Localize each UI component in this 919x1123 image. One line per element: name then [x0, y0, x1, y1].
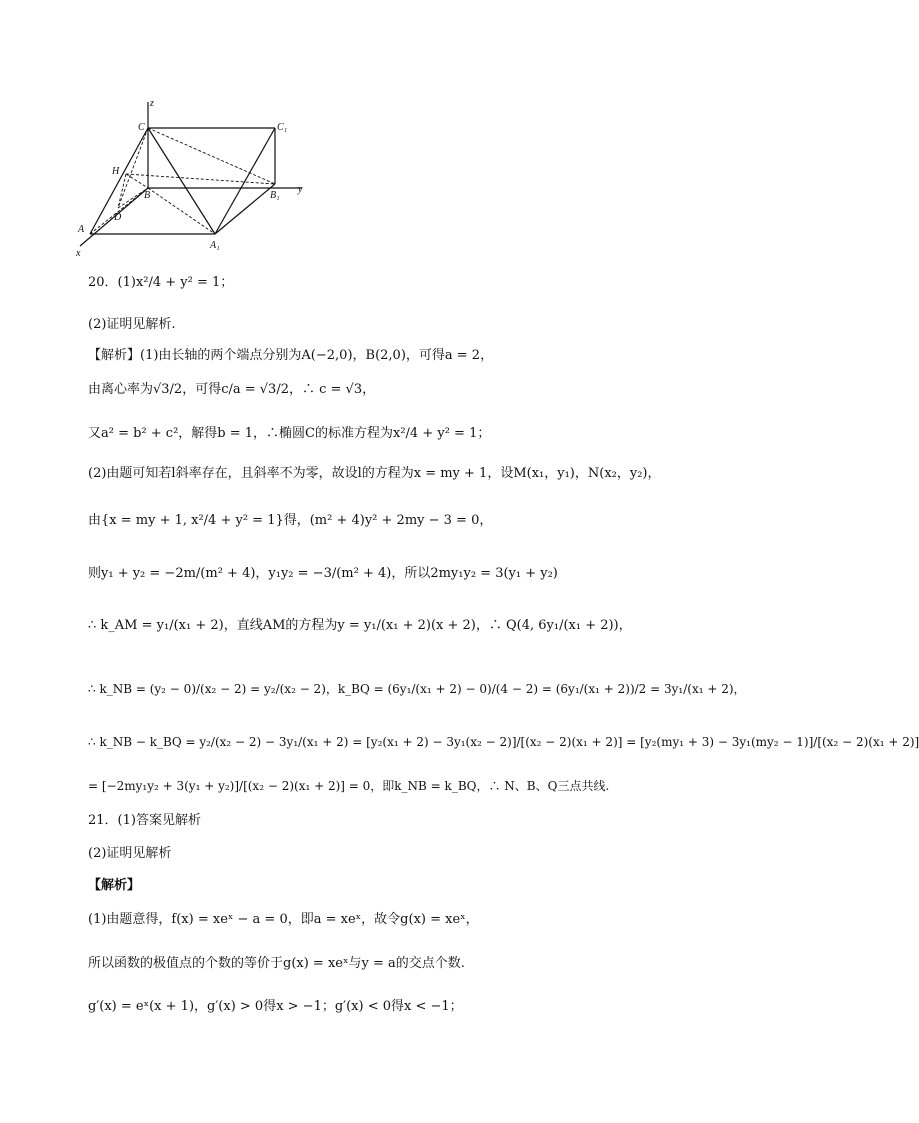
label-C1: C₁: [277, 122, 288, 133]
label-A1: A₁: [210, 240, 220, 251]
q20-analysis-line5: 由{x = my + 1, x²/4 + y² = 1}得，(m² + 4)y² + 2my − 3 = 0，: [88, 513, 493, 528]
label-y: y: [298, 184, 303, 195]
q21-analysis-line1: (1)由题意得，f(x) = xeˣ − a = 0，即a = xeˣ，故令g(x) = xeˣ，: [88, 912, 479, 927]
q21-part2-answer: (2)证明见解析: [88, 846, 172, 861]
label-B1: B₁: [270, 190, 280, 201]
q20-analysis-line10: = [−2my₁y₂ + 3(y₁ + y₂)]/[(x₂ − 2)(x₁ + 2)] = 0，即k_NB = k_BQ，∴ N、B、Q三点共线.: [88, 779, 610, 793]
label-D: D: [114, 212, 122, 223]
q20-analysis-line2: 由离心率为√3/2，可得c/a = √3/2，∴ c = √3，: [88, 382, 376, 397]
q20-part2-answer: (2)证明见解析.: [88, 317, 176, 332]
q20-analysis-line4: (2)由题可知若l斜率存在，且斜率不为零，故设l的方程为x = my + 1，设M(x₁，y₁)，N(x₂，y₂)，: [88, 466, 661, 481]
label-C: C: [138, 122, 145, 133]
q20-analysis-line8: ∴ k_NB = (y₂ − 0)/(x₂ − 2) = y₂/(x₂ − 2)，k_BQ = (6y₁/(x₁ + 2) − 0)/(4 − 2) = (6y₁/(x₁ + 2))/2 = 3y₁/(x₁ + 2)，: [88, 682, 746, 696]
label-z: z: [150, 98, 154, 109]
label-x: x: [76, 248, 81, 259]
q21-answer: 21．(1)答案见解析: [88, 813, 201, 828]
q21-analysis-line2: 所以函数的极值点的个数的等价于g(x) = xeˣ与y = a的交点个数.: [88, 956, 465, 971]
q20-analysis-line3: 又a² = b² + c²，解得b = 1，∴椭圆C的标准方程为x²/4 + y² = 1；: [88, 426, 491, 441]
prism-figure: [70, 96, 320, 260]
q20-analysis-line6: 则y₁ + y₂ = −2m/(m² + 4)，y₁y₂ = −3/(m² + 4)，所以2my₁y₂ = 3(y₁ + y₂): [88, 566, 558, 581]
q20-analysis-line9: ∴ k_NB − k_BQ = y₂/(x₂ − 2) − 3y₁/(x₁ + 2) = [y₂(x₁ + 2) − 3y₁(x₂ − 2)]/[(x₂ − 2)(x₁ + 2)] = [y₂(my₁ + 3) − 3y₁(my₂ − 1)]/[(x₂ − 2)(x₁ + 2)]: [88, 735, 919, 749]
label-B: B: [144, 190, 151, 201]
q21-analysis-line3: g′(x) = eˣ(x + 1)，g′(x) > 0得x > −1；g′(x) < 0得x < −1；: [88, 999, 463, 1014]
q20-analysis-line7: ∴ k_AM = y₁/(x₁ + 2)，直线AM的方程为y = y₁/(x₁ + 2)(x + 2)，∴ Q(4, 6y₁/(x₁ + 2))，: [88, 618, 632, 633]
label-A: A: [78, 224, 85, 235]
q20-answer: 20．(1)x²/4 + y² = 1；: [88, 275, 234, 290]
q20-analysis-line1: 【解析】(1)由长轴的两个端点分别为A(−2,0)，B(2,0)，可得a = 2，: [88, 348, 494, 363]
label-H: H: [112, 166, 120, 177]
q21-analysis-heading: 【解析】: [88, 878, 141, 893]
